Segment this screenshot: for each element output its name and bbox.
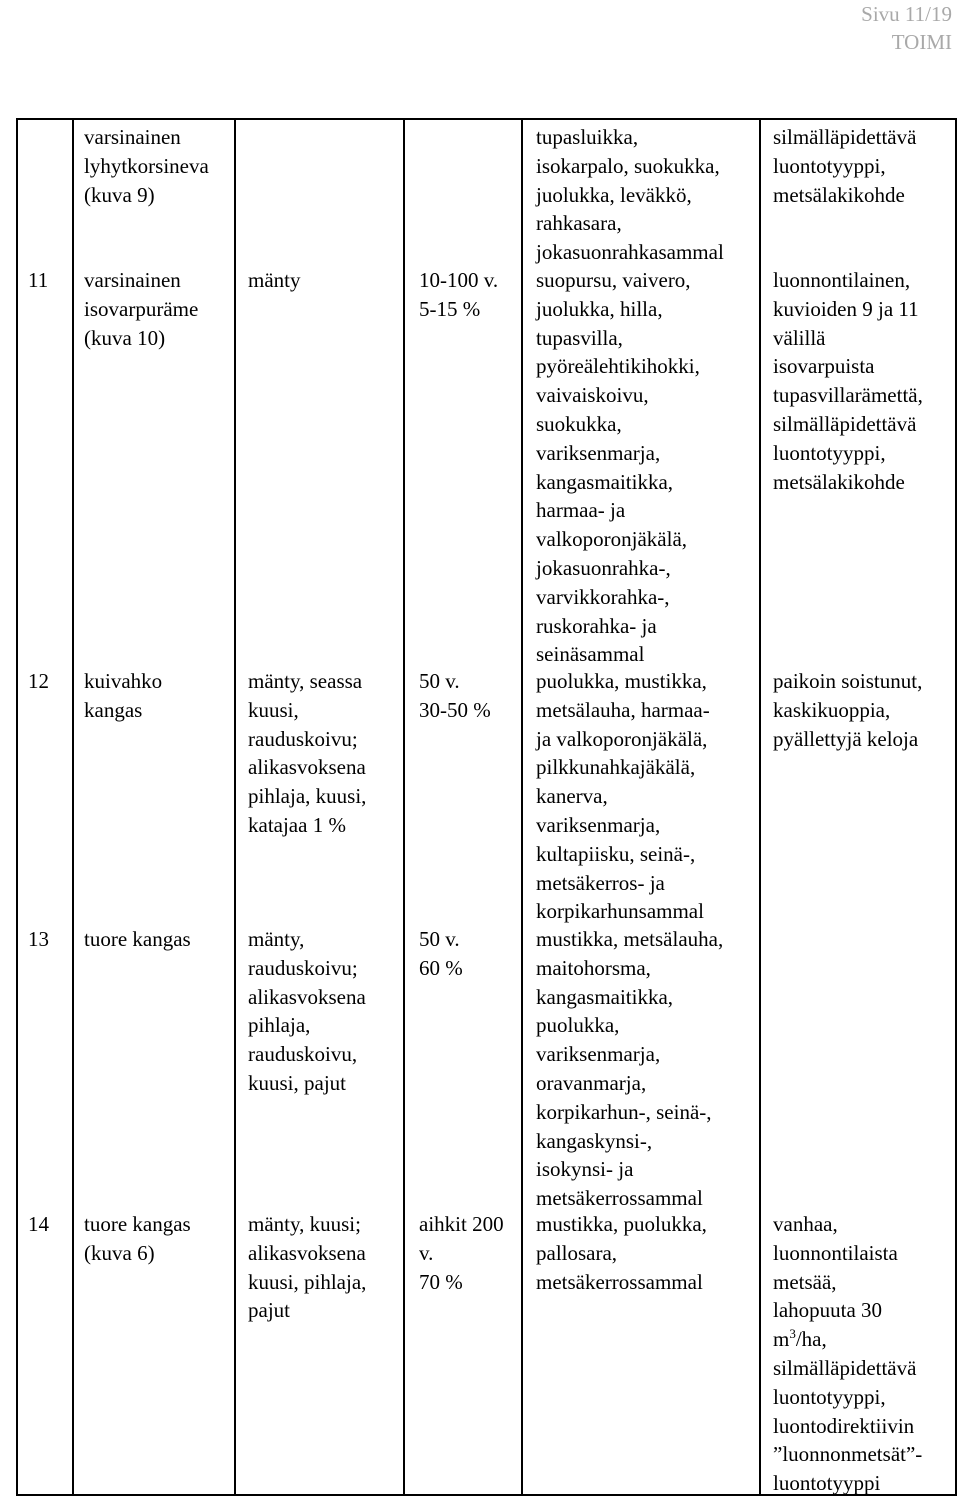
row-12-vegetation: puolukka, mustikka, metsälauha, harmaa- ja valkoporonjäkälä, pilkkunahkajäkälä, kanerva, variksenmarja, kultapiisku, seinä-, metsäkerros- ja korpikarhunsammal	[536, 669, 710, 924]
row-13-vegetation: mustikka, metsälauha, maitohorsma, kangasmaitikka, puolukka, variksenmarja, oravanmarja, korpikarhun-, seinä-, kangaskynsi-, isokynsi- ja metsäkerrossammal	[536, 927, 724, 1211]
row-13-number: 13	[28, 927, 49, 951]
row-12-age: 50 v. 30-50 %	[419, 669, 491, 722]
row-12-number: 12	[28, 669, 49, 693]
row-13-type: tuore kangas	[84, 927, 191, 951]
row-0-notes: silmälläpidettävä luontotyyppi, metsälakikohde	[773, 125, 917, 207]
row-0-type: varsinainen lyhytkorsineva (kuva 9)	[84, 125, 209, 207]
row-12-notes: paikoin soistunut, kaskikuoppia, pyällettyjä keloja	[773, 669, 923, 751]
row-0-vegetation: tupasluikka, isokarpalo, suokukka, juolukka, leväkkö, rahkasara, jokasuonrahkasammal	[536, 125, 724, 265]
column-divider	[234, 120, 236, 1494]
row-11-trees: mänty	[248, 268, 301, 292]
row-14-notes-tail: silmälläpidettävä luontotyyppi, luontodirektiivin ”luonnonmetsät”- luontotyyppi	[773, 1355, 923, 1496]
page-number: Sivu 11/19	[861, 2, 952, 26]
row-14-age: aihkit 200 v. 70 %	[419, 1212, 504, 1294]
row-14-vegetation: mustikka, puolukka, pallosara, metsäkerrossammal	[536, 1212, 707, 1294]
habitat-table	[16, 118, 957, 1496]
row-11-age: 10-100 v. 5-15 %	[419, 268, 499, 321]
row-12-trees: mänty, seassa kuusi, rauduskoivu; alikasvoksena pihlaja, kuusi, katajaa 1 %	[248, 669, 367, 837]
row-13-trees: mänty, rauduskoivu; alikasvoksena pihlaja, rauduskoivu, kuusi, pajut	[248, 927, 366, 1095]
column-divider	[521, 120, 523, 1494]
row-11-type: varsinainen isovarpuräme (kuva 10)	[84, 268, 199, 350]
row-14-number: 14	[28, 1212, 49, 1236]
page-header	[552, 0, 952, 56]
row-14-notes-head: vanhaa, luonnontilaista metsää, lahopuuta 30	[773, 1212, 898, 1323]
column-divider	[403, 120, 405, 1494]
row-11-vegetation: suopursu, vaivero, juolukka, hilla, tupasvilla, pyöreälehtikihokki, vaivaiskoivu, suokukka, variksenmarja, kangasmaitikka, harmaa- ja valkoporonjäkälä, jokasuonrahka-, varvikkorahka-, ruskorahka- ja seinäsammal	[536, 268, 700, 667]
row-11-number: 11	[28, 268, 49, 292]
row-14-notes-unit: $m^3/ha$,	[773, 1326, 827, 1352]
row-12-type: kuivahko kangas	[84, 669, 163, 722]
row-14-type: tuore kangas (kuva 6)	[84, 1212, 191, 1265]
row-14-trees: mänty, kuusi; alikasvoksena kuusi, pihlaja, pajut	[248, 1212, 367, 1323]
column-divider	[72, 120, 74, 1494]
column-divider	[759, 120, 761, 1494]
company-name: TOIMI	[891, 30, 952, 54]
row-13-age: 50 v. 60 %	[419, 927, 463, 980]
row-11-notes: luonnontilainen, kuvioiden 9 ja 11 välillä isovarpuista tupasvillarämettä, silmälläpidettävä luontotyyppi, metsälakikohde	[773, 268, 923, 494]
row-14-notes	[773, 1210, 922, 1498]
